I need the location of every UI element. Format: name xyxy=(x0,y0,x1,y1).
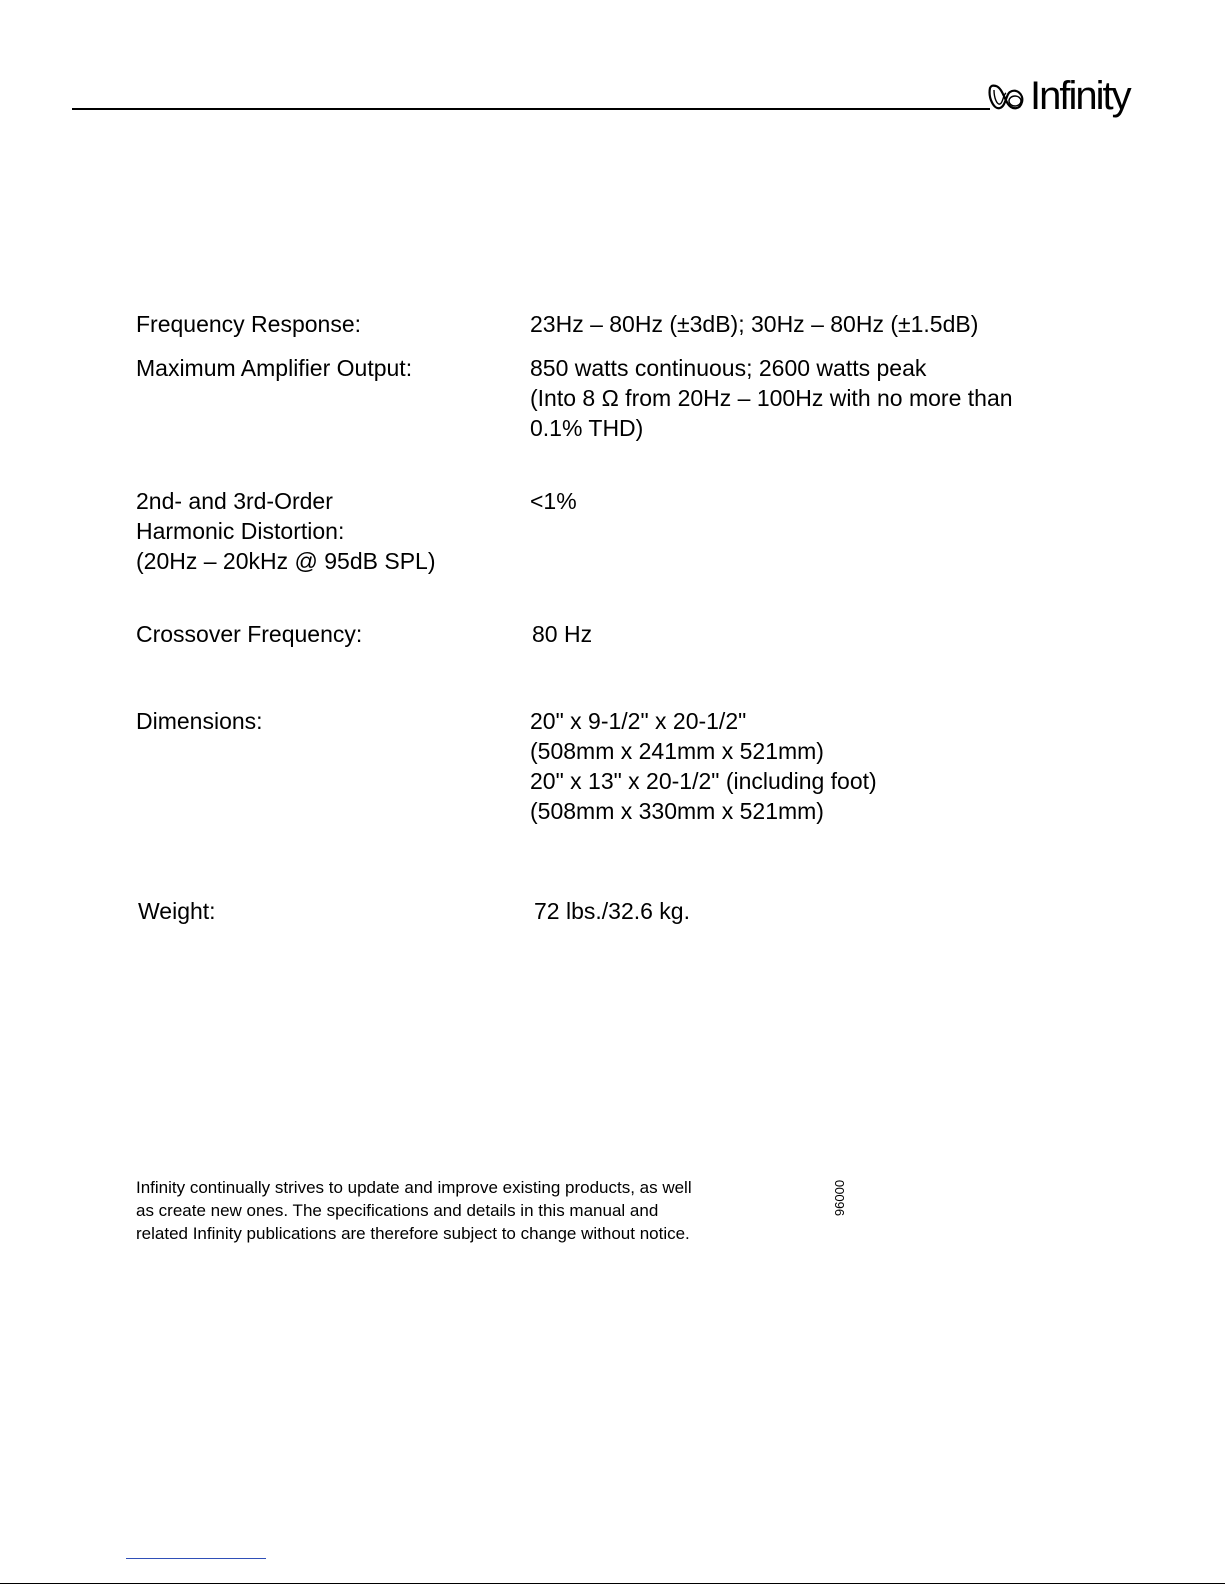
spec-value-line: 80 Hz xyxy=(532,621,593,647)
spec-label-line: Crossover Frequency: xyxy=(136,621,363,647)
disclaimer-line: as create new ones. The specifications and details in this manual and xyxy=(136,1201,659,1220)
spec-value-line: 72 lbs./32.6 kg. xyxy=(534,898,690,924)
spec-label-line: Maximum Amplifier Output: xyxy=(136,355,413,381)
spec-value-line: (508mm x 330mm x 521mm) xyxy=(530,798,824,824)
spec-label-harmonic-distortion xyxy=(136,486,435,576)
spec-value-line: (Into 8 Ω from 20Hz – 100Hz with no more than xyxy=(530,385,1013,411)
spec-label-weight xyxy=(138,896,216,926)
spec-label-frequency-response xyxy=(136,309,361,339)
spec-value-line: (508mm x 241mm x 521mm) xyxy=(530,738,824,764)
spec-value-line: 20" x 9-1/2" x 20-1/2" xyxy=(530,708,747,734)
disclaimer-text xyxy=(136,1176,796,1245)
spec-label-line: Dimensions: xyxy=(136,708,263,734)
spec-value-frequency-response xyxy=(530,309,978,339)
spec-label-max-amplifier-output xyxy=(136,353,412,383)
spec-value-line: 850 watts continuous; 2600 watts peak xyxy=(530,355,927,381)
spec-label-line: 2nd- and 3rd-Order xyxy=(136,488,333,514)
disclaimer-line: related Infinity publications are therefore subject to change without notice. xyxy=(136,1224,690,1243)
spec-value-line: 23Hz – 80Hz (±3dB); 30Hz – 80Hz (±1.5dB) xyxy=(530,311,979,337)
spec-value-line: 0.1% THD) xyxy=(530,415,644,441)
bottom-rule xyxy=(0,1583,1225,1584)
spec-value-weight xyxy=(534,896,690,926)
spec-value-dimensions xyxy=(530,706,877,826)
brand-logo-text: Infinity xyxy=(1030,74,1130,118)
spec-label-line: Harmonic Distortion: xyxy=(136,518,345,544)
spec-value-harmonic-distortion xyxy=(530,486,577,516)
spec-value-max-amplifier-output xyxy=(530,353,1013,443)
spec-label-dimensions xyxy=(136,706,263,736)
spec-value-line: <1% xyxy=(530,488,577,514)
disclaimer-line: Infinity continually strives to update and improve existing products, as well xyxy=(136,1178,692,1197)
spec-label-line: Weight: xyxy=(138,898,216,924)
spec-label-line: Frequency Response: xyxy=(136,311,362,337)
spec-label-line: (20Hz – 20kHz @ 95dB SPL) xyxy=(136,548,436,574)
spec-value-line: 20" x 13" x 20-1/2" (including foot) xyxy=(530,768,877,794)
footer-link-underline xyxy=(126,1558,266,1559)
spec-value-crossover-frequency xyxy=(532,619,592,649)
spec-label-crossover-frequency xyxy=(136,619,362,649)
document-code: 00096 xyxy=(832,1179,847,1217)
